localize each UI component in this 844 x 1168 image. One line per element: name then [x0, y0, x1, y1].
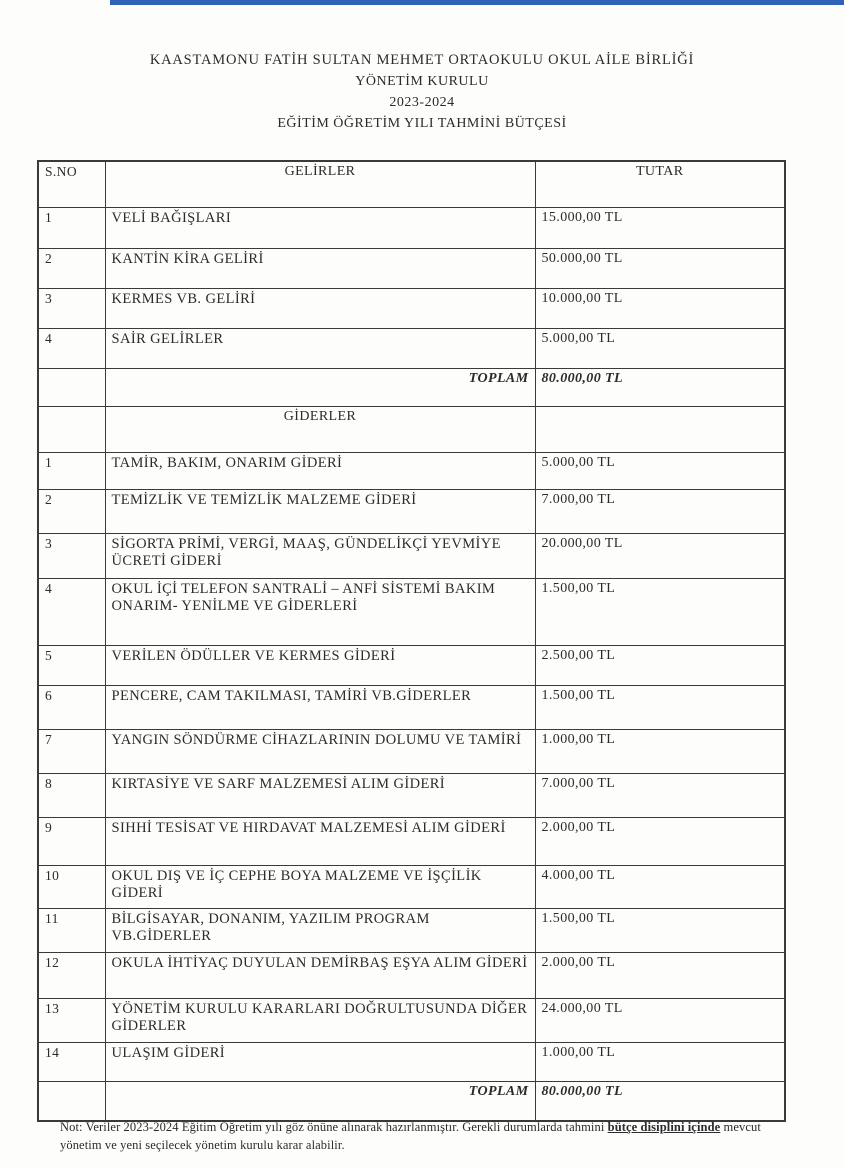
- expense-description: OKUL DIŞ VE İÇ CEPHE BOYA MALZEME VE İŞÇİLİK GİDERİ: [105, 865, 535, 908]
- income-description: KERMES VB. GELİRİ: [105, 288, 535, 328]
- header-board: YÖNETİM KURULU: [355, 74, 489, 89]
- income-row: [38, 288, 785, 328]
- income-description: VELİ BAĞIŞLARI: [105, 207, 535, 248]
- expense-row: [38, 865, 785, 908]
- expense-description: TAMİR, BAKIM, ONARIM GİDERİ: [105, 452, 535, 489]
- empty-cell: [535, 406, 785, 452]
- empty-cell: [38, 1081, 105, 1121]
- row-number: 2: [38, 489, 105, 533]
- expense-row: [38, 952, 785, 998]
- row-number: 11: [38, 908, 105, 952]
- expense-row: [38, 729, 785, 773]
- expense-row: [38, 685, 785, 729]
- header-year: 2023-2024: [389, 95, 455, 110]
- expense-description: SIHHİ TESİSAT VE HIRDAVAT MALZEMESİ ALIM GİDERİ: [105, 817, 535, 865]
- row-number: 13: [38, 998, 105, 1042]
- income-description: KANTİN KİRA GELİRİ: [105, 248, 535, 288]
- expense-description: YANGIN SÖNDÜRME CİHAZLARININ DOLUMU VE TAMİRİ: [105, 729, 535, 773]
- table-header-row: [38, 161, 785, 207]
- expense-amount: 2.500,00 TL: [535, 645, 785, 685]
- income-total-amount: 80.000,00 TL: [535, 368, 785, 406]
- row-number: 10: [38, 865, 105, 908]
- expense-description: VERİLEN ÖDÜLLER VE KERMES GİDERİ: [105, 645, 535, 685]
- top-edge-strip: [110, 0, 844, 5]
- expense-row: [38, 908, 785, 952]
- expense-row: [38, 817, 785, 865]
- expense-description: KIRTASİYE VE SARF MALZEMESİ ALIM GİDERİ: [105, 773, 535, 817]
- income-row: [38, 207, 785, 248]
- income-description: SAİR GELİRLER: [105, 328, 535, 368]
- budget-table: [37, 160, 786, 1122]
- row-number: 1: [38, 207, 105, 248]
- income-total-label: TOPLAM: [105, 368, 535, 406]
- footnote-underlined: bütçe disiplini içinde: [607, 1120, 721, 1134]
- expense-amount: 1.500,00 TL: [535, 578, 785, 645]
- expense-amount: 1.000,00 TL: [535, 1042, 785, 1081]
- expense-description: YÖNETİM KURULU KARARLARI DOĞRULTUSUNDA DİĞER GİDERLER: [105, 998, 535, 1042]
- header-school-name: KAASTAMONU FATİH SULTAN MEHMET ORTAOKULU OKUL AİLE BİRLİĞİ: [149, 52, 695, 68]
- expense-total-row: [38, 1081, 785, 1121]
- footnote-text-2: mevcut yönetim ve yeni seçilecek yönetim kurulu karar alabilir.: [60, 1120, 761, 1152]
- expense-row: [38, 645, 785, 685]
- expense-row: [38, 452, 785, 489]
- column-header-income: GELİRLER: [105, 161, 535, 207]
- expense-row: [38, 773, 785, 817]
- expense-amount: 1.000,00 TL: [535, 729, 785, 773]
- expenses-section-title: GİDERLER: [105, 406, 535, 452]
- income-amount: 50.000,00 TL: [535, 248, 785, 288]
- income-row: [38, 248, 785, 288]
- expense-total-amount: 80.000,00 TL: [535, 1081, 785, 1121]
- expense-description: SİGORTA PRİMİ, VERGİ, MAAŞ, GÜNDELİKÇİ YEVMİYE ÜCRETİ GİDERİ: [105, 533, 535, 578]
- column-header-amount: TUTAR: [535, 161, 785, 207]
- expense-description: PENCERE, CAM TAKILMASI, TAMİRİ VB.GİDERLER: [105, 685, 535, 729]
- expense-description: TEMİZLİK VE TEMİZLİK MALZEME GİDERİ: [105, 489, 535, 533]
- expense-amount: 1.500,00 TL: [535, 908, 785, 952]
- expense-amount: 5.000,00 TL: [535, 452, 785, 489]
- empty-cell: [38, 368, 105, 406]
- expense-amount: 4.000,00 TL: [535, 865, 785, 908]
- income-row: [38, 328, 785, 368]
- expense-amount: 7.000,00 TL: [535, 489, 785, 533]
- row-number: 3: [38, 533, 105, 578]
- expense-total-label: TOPLAM: [105, 1081, 535, 1121]
- footnote-text-1: Not: Veriler 2023-2024 Eğitim Öğretim yılı göz önüne alınarak hazırlanmıştır. Gerekli durumlarda tahmini: [60, 1120, 608, 1134]
- expense-description: ULAŞIM GİDERİ: [105, 1042, 535, 1081]
- row-number: 9: [38, 817, 105, 865]
- row-number: 2: [38, 248, 105, 288]
- expense-description: BİLGİSAYAR, DONANIM, YAZILIM PROGRAM VB.GİDERLER: [105, 908, 535, 952]
- row-number: 4: [38, 578, 105, 645]
- row-number: 7: [38, 729, 105, 773]
- expense-description: OKUL İÇİ TELEFON SANTRALİ – ANFİ SİSTEMİ BAKIM ONARIM- YENİLME VE GİDERLERİ: [105, 578, 535, 645]
- income-amount: 15.000,00 TL: [535, 207, 785, 248]
- row-number: 4: [38, 328, 105, 368]
- expense-amount: 2.000,00 TL: [535, 952, 785, 998]
- expense-amount: 2.000,00 TL: [535, 817, 785, 865]
- expense-row: [38, 489, 785, 533]
- expense-amount: 1.500,00 TL: [535, 685, 785, 729]
- header-budget-title: EĞİTİM ÖĞRETİM YILI TAHMİNİ BÜTÇESİ: [277, 116, 567, 131]
- expense-description: OKULA İHTİYAÇ DUYULAN DEMİRBAŞ EŞYA ALIM GİDERİ: [105, 952, 535, 998]
- row-number: 1: [38, 452, 105, 489]
- expenses-section-row: [38, 406, 785, 452]
- expense-row: [38, 578, 785, 645]
- column-header-no: S.NO: [38, 161, 105, 207]
- row-number: 5: [38, 645, 105, 685]
- expense-row: [38, 533, 785, 578]
- row-number: 14: [38, 1042, 105, 1081]
- row-number: 6: [38, 685, 105, 729]
- income-amount: 5.000,00 TL: [535, 328, 785, 368]
- row-number: 12: [38, 952, 105, 998]
- expense-amount: 7.000,00 TL: [535, 773, 785, 817]
- expense-row: [38, 998, 785, 1042]
- expense-row: [38, 1042, 785, 1081]
- empty-cell: [38, 406, 105, 452]
- income-total-row: [38, 368, 785, 406]
- row-number: 8: [38, 773, 105, 817]
- row-number: 3: [38, 288, 105, 328]
- footnote: [60, 1118, 800, 1154]
- expense-amount: 24.000,00 TL: [535, 998, 785, 1042]
- income-amount: 10.000,00 TL: [535, 288, 785, 328]
- expense-amount: 20.000,00 TL: [535, 533, 785, 578]
- document-header: [0, 50, 844, 134]
